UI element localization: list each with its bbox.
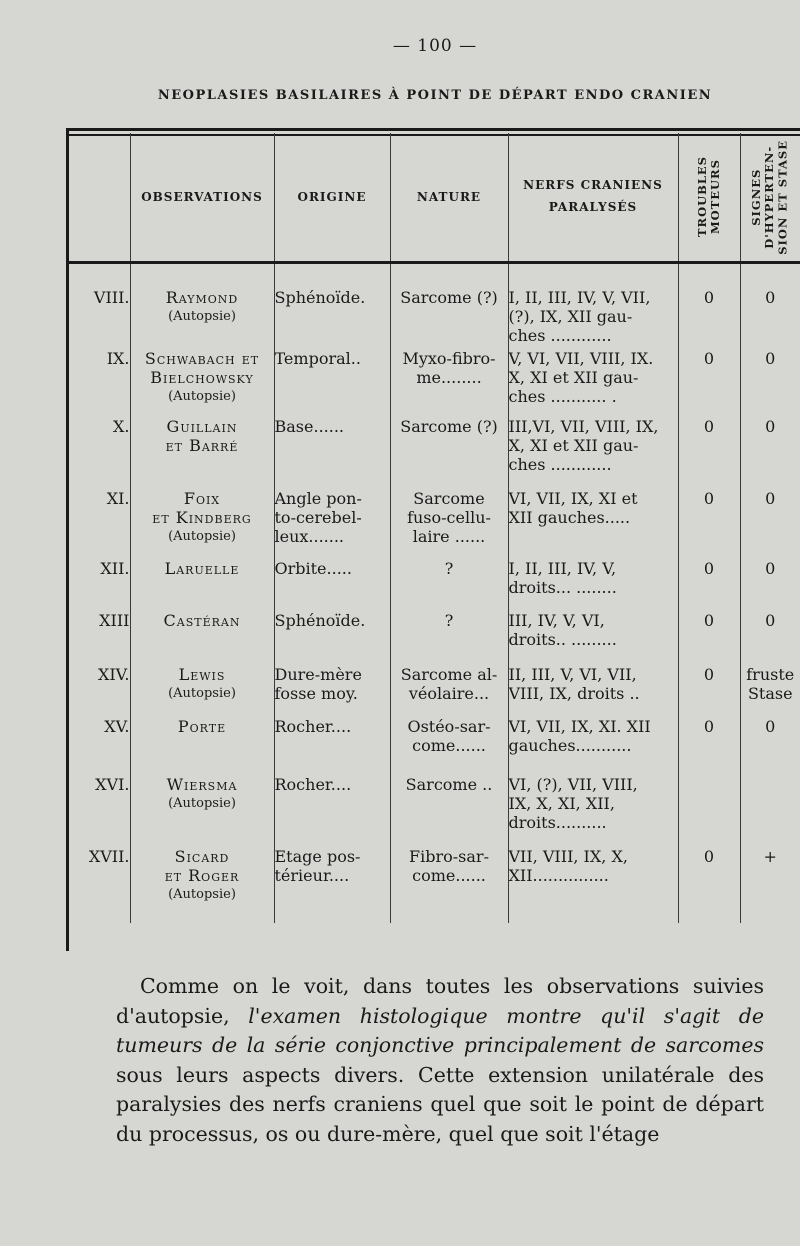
origine-cell [274, 413, 390, 485]
nerfs-cell [508, 555, 678, 607]
header-troubles-line2: MOTEURS [708, 159, 722, 235]
observation-author: Guillain [166, 417, 238, 436]
nerfs-cell [508, 771, 678, 843]
origine-line: Angle pon- [274, 489, 362, 508]
origine-line: Sphénoïde. [274, 288, 366, 307]
signes-value: 0 [765, 489, 776, 508]
signes-cell [740, 263, 800, 346]
nature-line: laire ...... [412, 527, 486, 546]
troubles-moteurs-value: 0 [678, 607, 740, 661]
table-row [68, 555, 800, 607]
header-troubles [678, 133, 740, 263]
nature-line: me........ [416, 368, 482, 387]
header-nerfs-line2: PARALYSÉS [548, 200, 638, 214]
header-troubles-line1: TROUBLES [694, 156, 709, 238]
nerfs-cell [508, 607, 678, 661]
observation-author: Porte [177, 717, 227, 736]
autopsie-note: (Autopsie) [168, 686, 236, 701]
origine-cell [274, 263, 390, 346]
table-row [68, 843, 800, 923]
autopsie-note: (Autopsie) [168, 309, 236, 324]
nerfs-line: X, XI et XII gau- [508, 368, 639, 387]
origine-line: Sphénoïde. [274, 611, 366, 630]
body-text-start: Comme on le voit, dans toutes les observations suivies d'autopsie, [116, 974, 764, 1028]
observation-author: Foix [183, 489, 221, 508]
troubles-moteurs-value: 0 [678, 661, 740, 713]
origine-line: Dure-mère [274, 665, 362, 684]
nerfs-line: gauches........... [508, 736, 632, 755]
signes-value: 0 [765, 288, 776, 307]
troubles-moteurs-value: 0 [678, 843, 740, 923]
origine-cell [274, 555, 390, 607]
nerfs-line: XII gauches..... [508, 508, 631, 527]
nature-line: Sarcome (?) [400, 417, 498, 436]
observation-author: Wiersma [166, 775, 238, 794]
nature-line: Fibro-sar- [409, 847, 489, 866]
row-number: XIII [99, 611, 130, 630]
nature-line: Sarcome [413, 489, 485, 508]
signes-cell [740, 345, 800, 413]
nerfs-line: droits.......... [508, 813, 607, 832]
header-signes [740, 133, 800, 263]
nature-line: véolaire... [408, 684, 490, 703]
signes-cell [740, 485, 800, 555]
observation-cell [130, 607, 274, 661]
origine-line: Rocher.... [274, 775, 352, 794]
signes-value: 0 [765, 349, 776, 368]
nerfs-cell [508, 485, 678, 555]
nature-line: Myxo-fibro- [402, 349, 496, 368]
nerfs-line: V, VI, VII, VIII, IX. [508, 349, 654, 368]
table-row [68, 607, 800, 661]
troubles-moteurs-value: 0 [678, 713, 740, 771]
nerfs-line: I, II, III, IV, V, VII, [508, 288, 651, 307]
nerfs-cell [508, 661, 678, 713]
table-row [68, 713, 800, 771]
nerfs-line: XII............... [508, 866, 609, 885]
nerfs-line: VIII, IX, droits .. [508, 684, 640, 703]
nature-line: fuso-cellu- [407, 508, 491, 527]
origine-line: térieur.... [274, 866, 350, 885]
page-number: — 100 — [392, 36, 478, 56]
observation-cell [130, 485, 274, 555]
observation-author: Schwabach et [144, 349, 260, 368]
origine-cell [274, 485, 390, 555]
observation-cell [130, 555, 274, 607]
header-observations: OBSERVATIONS [130, 133, 274, 263]
row-number: VIII. [93, 288, 130, 307]
table-row [68, 413, 800, 485]
observation-cell [130, 713, 274, 771]
signes-cell [740, 843, 800, 923]
nature-cell [390, 843, 508, 923]
signes-value: Stase [747, 684, 793, 703]
observation-author: Raymond [165, 288, 239, 307]
origine-line: leux....... [274, 527, 345, 546]
signes-value: 0 [765, 417, 776, 436]
signes-cell [740, 771, 800, 843]
row-number: XVI. [95, 775, 130, 794]
row-number: XII. [100, 559, 130, 578]
troubles-moteurs-value: 0 [678, 485, 740, 555]
troubles-moteurs-value: 0 [678, 345, 740, 413]
nerfs-cell [508, 413, 678, 485]
header-signes-line1: SIGNES [749, 168, 764, 226]
table-row [68, 263, 800, 346]
observation-author: Castéran [163, 611, 241, 630]
nerfs-line: II, III, V, VI, VII, [508, 665, 637, 684]
observation-cell [130, 263, 274, 346]
nature-line: come...... [412, 866, 486, 885]
troubles-moteurs-value: 0 [678, 263, 740, 346]
origine-line: Temporal.. [274, 349, 361, 368]
nature-line: ? [444, 559, 454, 578]
observation-cell [130, 413, 274, 485]
nature-cell [390, 345, 508, 413]
nature-line: Sarcome .. [405, 775, 493, 794]
signes-value: 0 [765, 611, 776, 630]
body-text-italic: l'examen histologique montre qu'il s'agit de tumeurs de la série conjonctive principalement de sarcomes [116, 1003, 764, 1057]
nerfs-line: VI, (?), VII, VIII, [508, 775, 638, 794]
nature-cell [390, 263, 508, 346]
nerfs-cell [508, 713, 678, 771]
row-number: XIV. [97, 665, 130, 684]
nerfs-cell [508, 843, 678, 923]
body-text-end: sous leurs aspects divers. Cette extension unilatérale des paralysies des nerfs craniens quel que soit le point de départ du processus, os ou dure-mère, quel que soit l'étage [116, 1062, 764, 1146]
running-title: NEOPLASIES BASILAIRES À POINT DE DÉPART ENDO CRANIEN [157, 88, 713, 103]
signes-cell [740, 713, 800, 771]
nature-cell [390, 555, 508, 607]
signes-value: + [763, 847, 777, 866]
nerfs-line: VII, VIII, IX, X, [508, 847, 628, 866]
origine-cell [274, 661, 390, 713]
table-header-row [68, 133, 800, 263]
nature-cell [390, 771, 508, 843]
nerfs-line: I, II, III, IV, V, [508, 559, 617, 578]
origine-line: Base...... [274, 417, 344, 436]
header-signes-line3: SION ET STASE [775, 139, 790, 255]
autopsie-note: (Autopsie) [168, 887, 236, 902]
nature-cell [390, 607, 508, 661]
observation-cell [130, 345, 274, 413]
signes-value: 0 [765, 559, 776, 578]
observations-table [68, 133, 800, 923]
nerfs-cell [508, 345, 678, 413]
observation-author: et Roger [164, 866, 240, 885]
header-nature: NATURE [390, 133, 508, 263]
nature-cell [390, 661, 508, 713]
header-number [68, 133, 130, 263]
header-nerfs [508, 133, 678, 263]
nerfs-line: X, XI et XII gau- [508, 436, 639, 455]
troubles-moteurs-value: 0 [678, 555, 740, 607]
row-number: XI. [106, 489, 130, 508]
nerfs-line: VI, VII, IX, XI et [508, 489, 638, 508]
header-origine: ORIGINE [274, 133, 390, 263]
header-nerfs-line1: NERFS CRANIENS [523, 178, 663, 193]
header-signes-line2: D'HYPERTEN- [762, 145, 777, 249]
table-row [68, 345, 800, 413]
nerfs-cell [508, 263, 678, 346]
row-number: X. [113, 417, 130, 436]
row-number: XVII. [88, 847, 130, 866]
origine-line: Orbite..... [274, 559, 352, 578]
nature-cell [390, 713, 508, 771]
origine-cell [274, 713, 390, 771]
observation-cell [130, 843, 274, 923]
nature-cell [390, 485, 508, 555]
nerfs-line: IX, X, XI, XII, [508, 794, 615, 813]
table-body [68, 263, 800, 924]
signes-cell [740, 661, 800, 713]
autopsie-note: (Autopsie) [168, 389, 236, 404]
observation-cell [130, 771, 274, 843]
body-text [116, 972, 764, 1149]
nerfs-line: ches ............ [508, 326, 612, 345]
nature-line: Sarcome (?) [400, 288, 498, 307]
nerfs-line: III, IV, V, VI, [508, 611, 605, 630]
troubles-moteurs-value: 0 [678, 413, 740, 485]
observation-author: et Kindberg [152, 508, 252, 527]
signes-cell [740, 413, 800, 485]
origine-cell [274, 607, 390, 661]
nerfs-line: III,VI, VII, VIII, IX, [508, 417, 659, 436]
nerfs-line: droits.. ......... [508, 630, 617, 649]
nature-line: ? [444, 611, 454, 630]
nerfs-line: ches ............ [508, 455, 612, 474]
body-paragraph [116, 972, 764, 1149]
table-row [68, 661, 800, 713]
observation-author: Bielchowsky [150, 368, 254, 387]
origine-cell [274, 843, 390, 923]
nerfs-line: (?), IX, XII gau- [508, 307, 633, 326]
row-number: XV. [104, 717, 130, 736]
nature-line: Sarcome al- [400, 665, 498, 684]
observation-cell [130, 661, 274, 713]
origine-line: to-cerebel- [274, 508, 362, 527]
origine-cell [274, 345, 390, 413]
signes-value: 0 [765, 717, 776, 736]
troubles-moteurs-value [678, 771, 740, 843]
observation-author: Laruelle [164, 559, 240, 578]
table-row [68, 771, 800, 843]
observation-author: Sicard [174, 847, 230, 866]
row-number: IX. [106, 349, 130, 368]
observation-author: et Barré [165, 436, 239, 455]
signes-cell [740, 607, 800, 661]
table-row [68, 485, 800, 555]
signes-value: fruste [746, 665, 795, 684]
signes-cell [740, 555, 800, 607]
nerfs-line: VI, VII, IX, XI. XII [508, 717, 651, 736]
nerfs-line: droits... ........ [508, 578, 617, 597]
origine-cell [274, 771, 390, 843]
origine-line: fosse moy. [274, 684, 358, 703]
autopsie-note: (Autopsie) [168, 796, 236, 811]
nature-cell [390, 413, 508, 485]
observation-author: Lewis [178, 665, 226, 684]
nerfs-line: ches ........... . [508, 387, 617, 406]
autopsie-note: (Autopsie) [168, 529, 236, 544]
origine-line: Rocher.... [274, 717, 352, 736]
origine-line: Etage pos- [274, 847, 361, 866]
nature-line: Ostéo-sar- [407, 717, 491, 736]
nature-line: come...... [412, 736, 486, 755]
